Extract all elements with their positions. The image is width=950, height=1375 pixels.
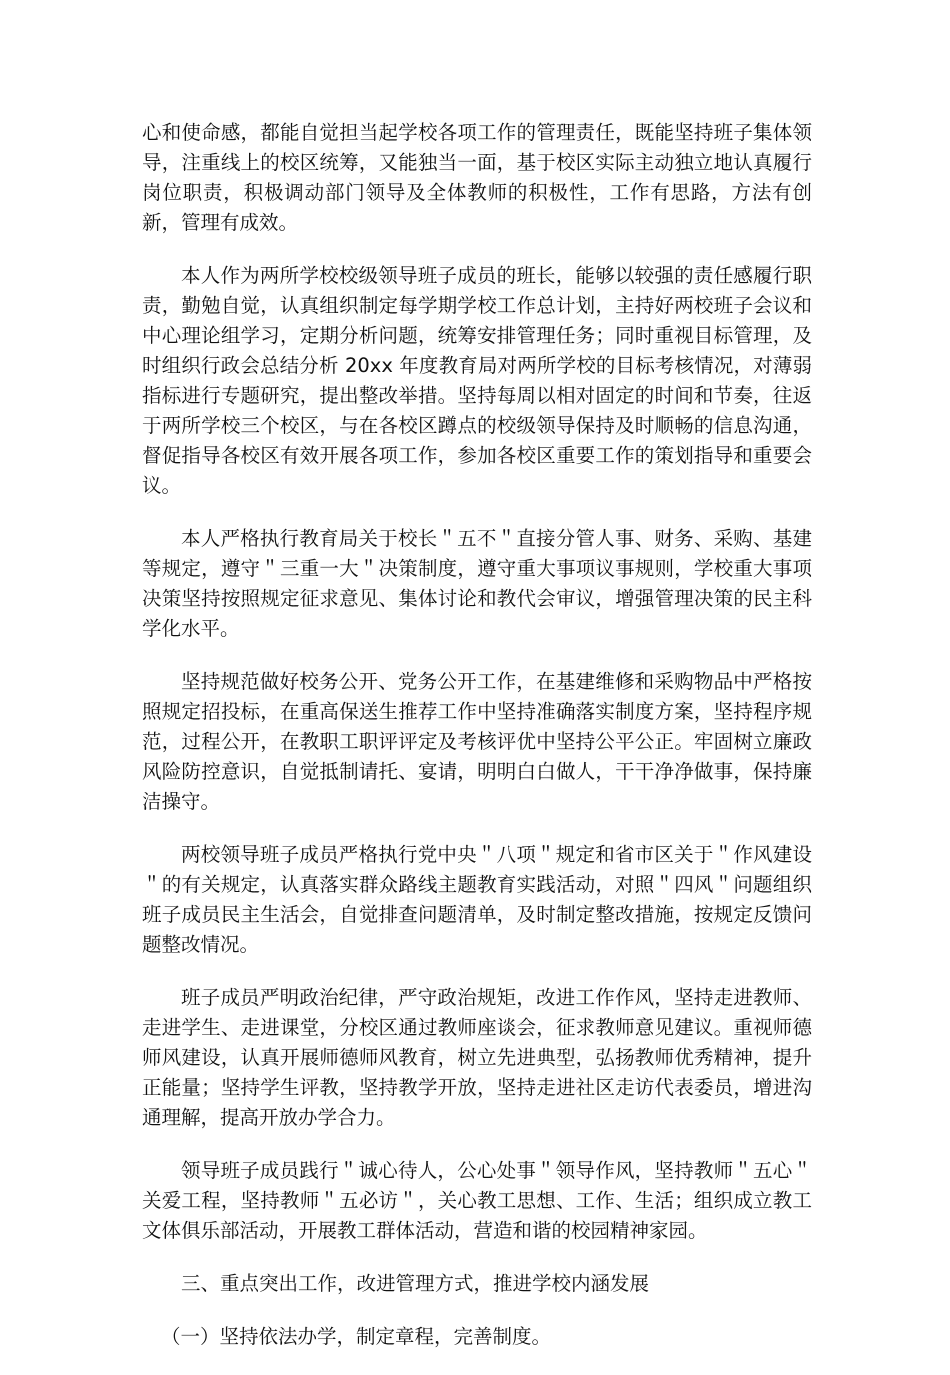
paragraph-4: 坚持规范做好校务公开、党务公开工作，在基建维修和采购物品中严格按照规定招投标，在重高保送生推荐工作中坚持准确落实制度方案，坚持程序规范，过程公开，在教职工职评评定及考核评优中坚持公平公正。牢固树立廉政风险防控意识，自觉抵制请托、宴请，明明白白做人，干干净净做事，保持廉洁操守。: [142, 670, 812, 813]
paragraph-6: 班子成员严明政治纪律，严守政治规矩，改进工作作风，坚持走进教师、走进学生、走进课堂，分校区通过教师座谈会，征求教师意见建议。重视师德师风建设，认真开展师德师风教育，树立先进典型，弘扬教师优秀精神，提升正能量；坚持学生评教，坚持教学开放，坚持走进社区走访代表委员，增进沟通理解，提高开放办学合力。: [142, 986, 812, 1129]
section-heading: 三、重点突出工作，改进管理方式，推进学校内涵发展: [181, 1272, 650, 1295]
subsection-heading: （一）坚持依法办学，制定章程，完善制度。: [161, 1325, 552, 1348]
paragraph-2: 本人作为两所学校校级领导班子成员的班长，能够以较强的责任感履行职责，勤勉自觉，认真组织制定每学期学校工作总计划，主持好两校班子会议和中心理论组学习，定期分析问题，统筹安排管理任务；同时重视目标管理，及时组织行政会总结分析 20xx 年度教育局对两所学校的目标考核情况，对薄弱指标进行专题研究，提出整改举措。坚持每周以相对固定的时间和节奏，往返于两所学校三个校区，与在各校区蹲点的校级领导保持及时顺畅的信息沟通，督促指导各校区有效开展各项工作，参加各校区重要工作的策划指导和重要会议。: [142, 264, 812, 497]
paragraph-3: 本人严格执行教育局关于校长＂五不＂直接分管人事、财务、采购、基建等规定，遵守＂三重一大＂决策制度，遵守重大事项议事规则，学校重大事项决策坚持按照规定征求意见、集体讨论和教代会审议，增强管理决策的民主科学化水平。: [142, 527, 812, 640]
paragraph-1: 心和使命感，都能自觉担当起学校各项工作的管理责任，既能坚持班子集体领导，注重线上的校区统筹，又能独当一面，基于校区实际主动独立地认真履行岗位职责，积极调动部门领导及全体教师的积极性，工作有思路，方法有创新，管理有成效。: [142, 121, 812, 234]
paragraph-7: 领导班子成员践行＂诚心待人，公心处事＂领导作风，坚持教师＂五心＂关爱工程，坚持教师＂五必访＂，关心教工思想、工作、生活；组织成立教工文体俱乐部活动，开展教工群体活动，营造和谐的校园精神家园。: [142, 1159, 812, 1242]
document-page: [142, 118, 812, 1375]
paragraph-5: 两校领导班子成员严格执行党中央＂八项＂规定和省市区关于＂作风建设＂的有关规定，认真落实群众路线主题教育实践活动，对照＂四风＂问题组织班子成员民主生活会，自觉排查问题清单，及时制定整改措施，按规定反馈问题整改情况。: [142, 843, 812, 956]
